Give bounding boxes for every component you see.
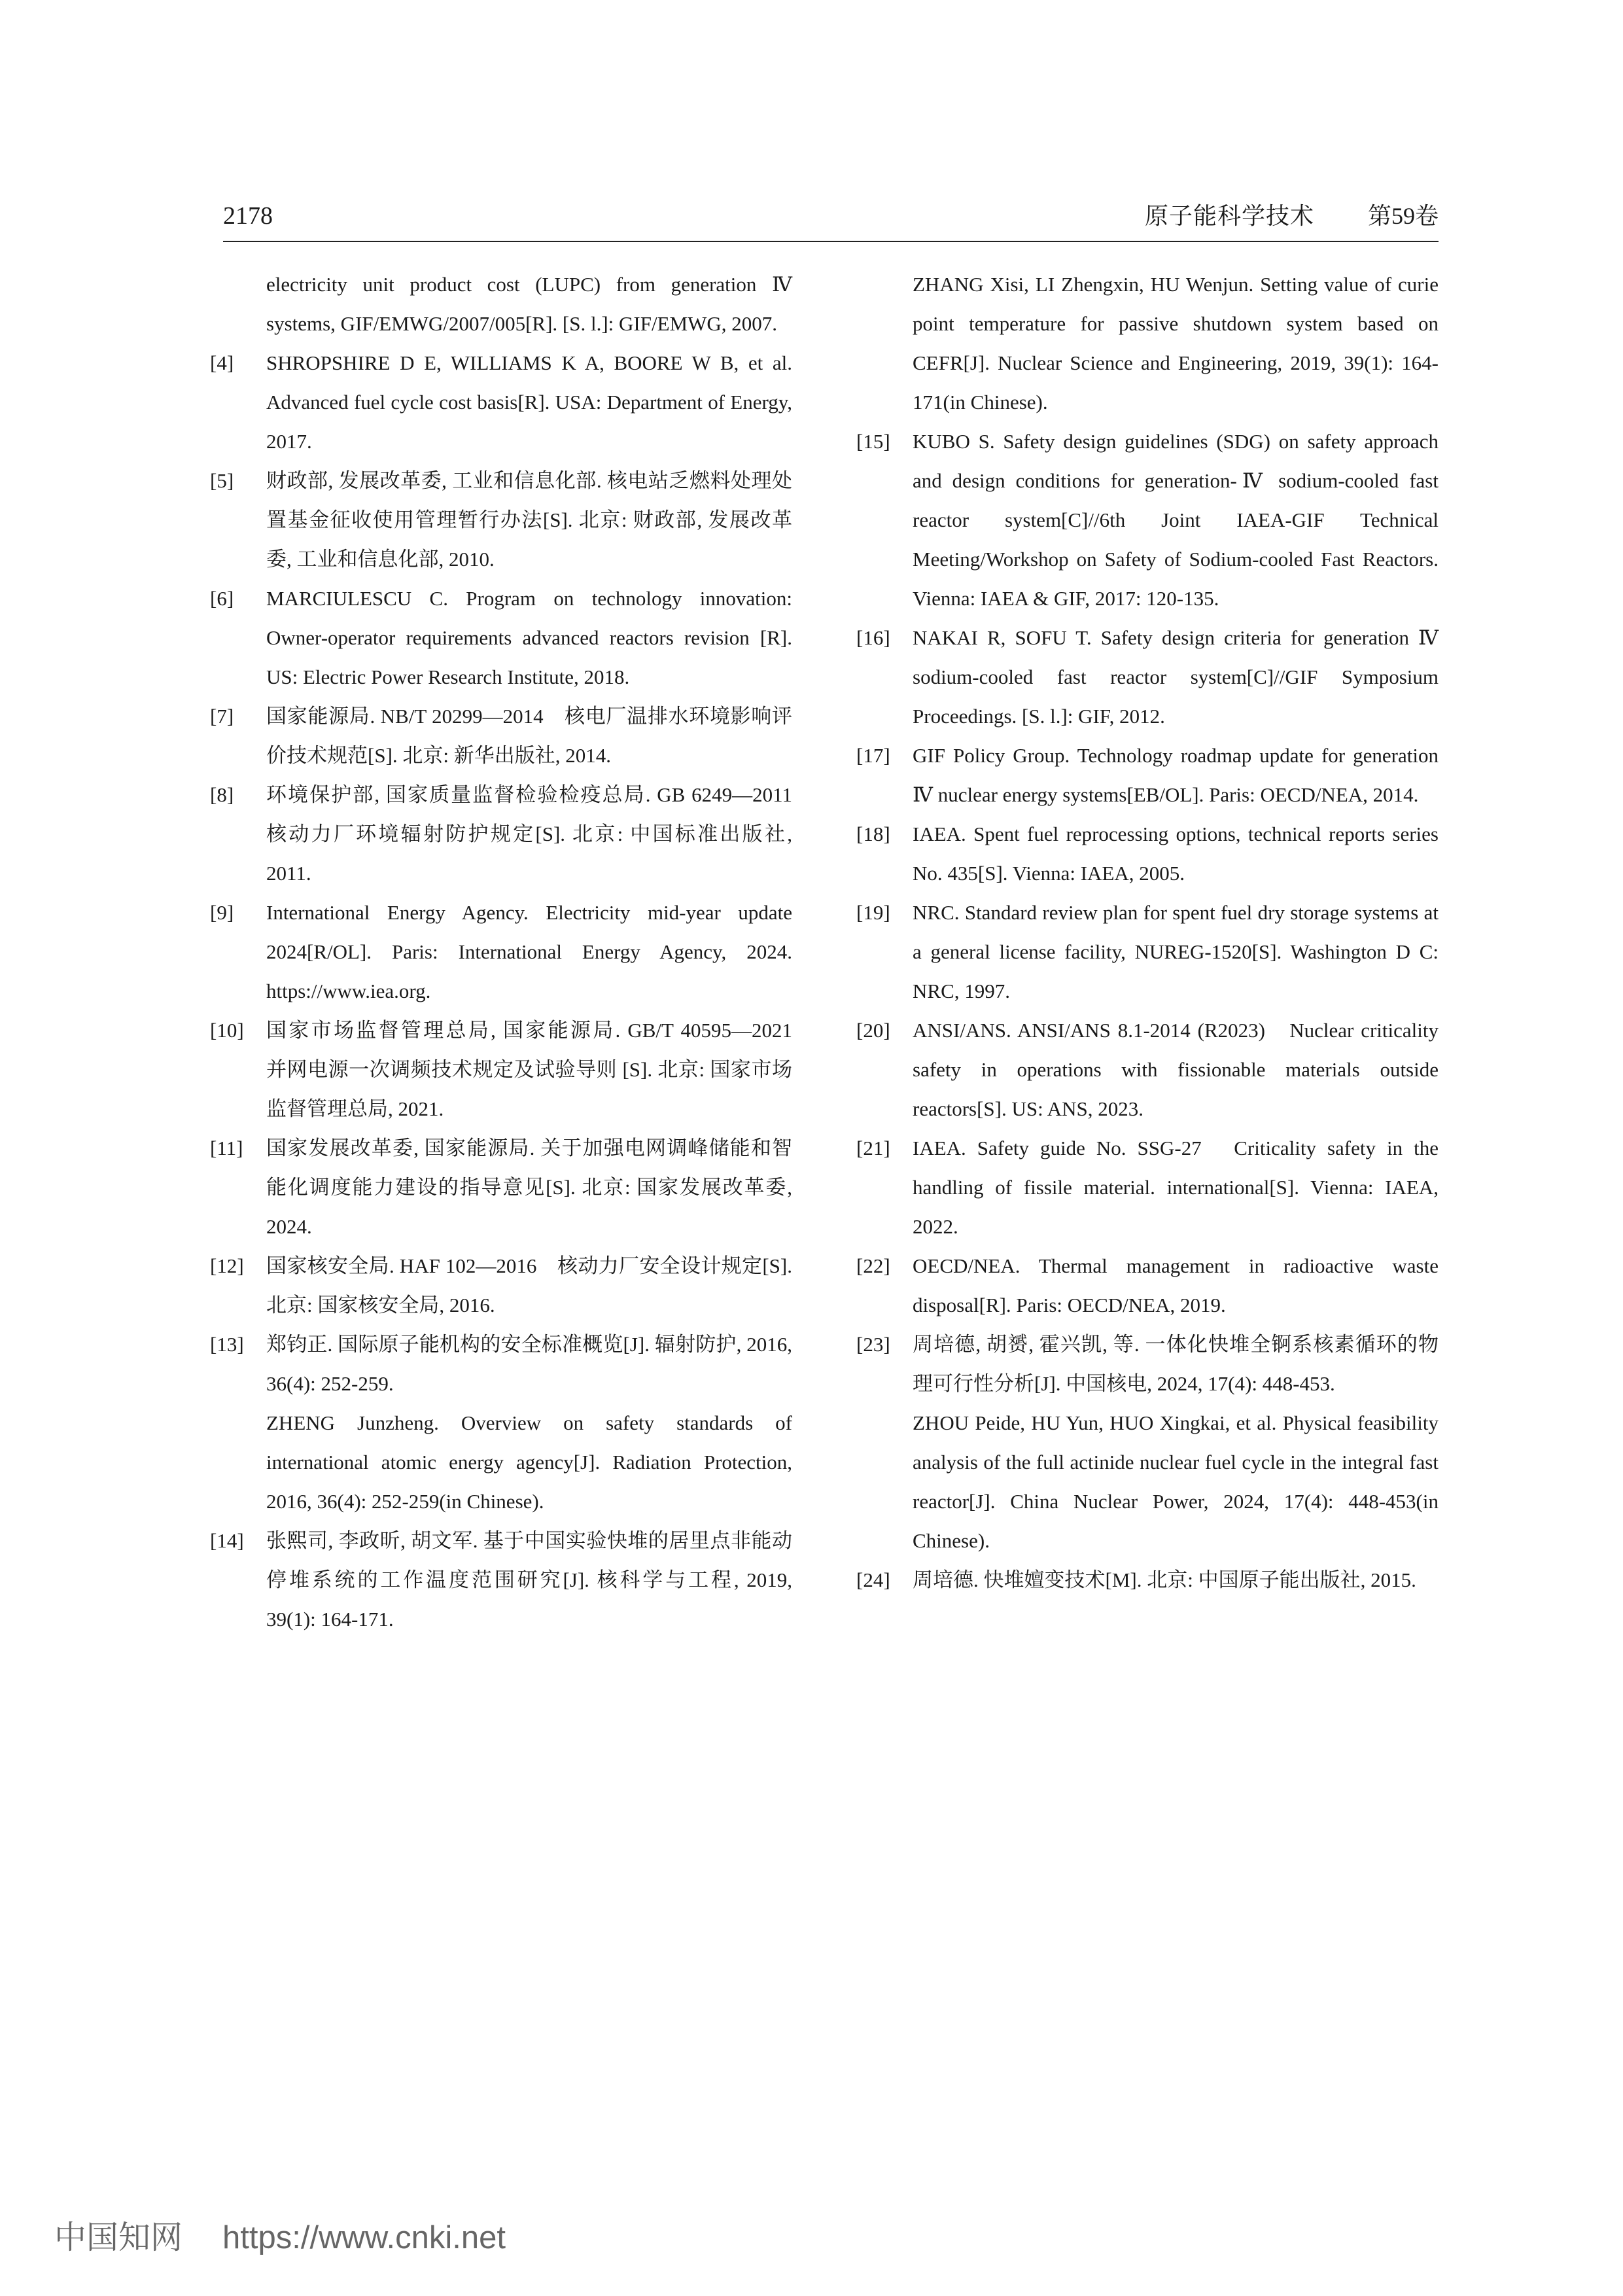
reference-item: [856, 815, 1439, 893]
reference-text: MARCIULESCU C. Program on technology innovation: Owner-operator requirements advanced reactors revision [R]. US: Electric Power Research Institute, 2018.: [266, 587, 792, 688]
reference-number: [21]: [856, 1137, 890, 1159]
reference-item: [210, 893, 792, 1011]
reference-text: IAEA. Spent fuel reprocessing options, technical reports series No. 435[S]. Vienna: IAEA, 2005.: [913, 822, 1439, 885]
volume-label: 第59卷: [1367, 203, 1439, 229]
reference-text: OECD/NEA. Thermal management in radioactive waste disposal[R]. Paris: OECD/NEA, 2019.: [913, 1254, 1439, 1316]
reference-item: [856, 736, 1439, 815]
reference-text: International Energy Agency. Electricity mid-year update 2024[R/OL]. Paris: International Energy Agency, 2024. https://www.iea.org.: [266, 901, 792, 1002]
reference-number: [24]: [856, 1568, 890, 1591]
reference-text: ANSI/ANS. ANSI/ANS 8.1-2014 (R2023) Nuclear criticality safety in operations with fissionable materials outside reactors[S]. US: ANS, 2023.: [913, 1019, 1439, 1120]
reference-text: NAKAI R, SOFU T. Safety design criteria for generation Ⅳ sodium-cooled fast reactor system[C]//GIF Symposium Proceedings. [S. l.]: GIF, 2012.: [913, 626, 1439, 728]
reference-item: [856, 422, 1439, 618]
reference-text: 周培德, 胡赟, 霍兴凯, 等. 一体化快堆全锕系核素循环的物理可行性分析[J]. 中国核电, 2024, 17(4): 448-453.: [913, 1333, 1439, 1395]
reference-text: 环境保护部, 国家质量监督检验检疫总局. GB 6249—2011 核动力厂环境辐射防护规定[S]. 北京: 中国标准出版社, 2011.: [266, 783, 812, 885]
reference-text: 郑钧正. 国际原子能机构的安全标准概览[J]. 辐射防护, 2016, 36(4): 252-259.: [266, 1333, 792, 1395]
reference-text: 国家市场监督管理总局, 国家能源局. GB/T 40595—2021 并网电源一次调频技术规定及试验导则 [S]. 北京: 国家市场监督管理总局, 2021.: [266, 1019, 812, 1120]
reference-item: [210, 775, 812, 893]
header-rule: [223, 241, 1439, 242]
reference-item: [869, 265, 1439, 422]
reference-number: [7]: [210, 705, 234, 728]
journal-title: 原子能科学技术: [1144, 203, 1314, 229]
reference-item: [856, 618, 1439, 736]
reference-number: [13]: [210, 1333, 244, 1356]
reference-number: [18]: [856, 822, 890, 845]
reference-item: [210, 697, 792, 775]
reference-text: IAEA. Safety guide No. SSG-27 Criticality safety in the handling of fissile material. international[S]. Vienna: IAEA, 2022.: [913, 1137, 1439, 1238]
reference-number: [9]: [210, 901, 234, 924]
references-right-column: [856, 265, 1439, 1600]
reference-text: 国家核安全局. HAF 102—2016 核动力厂安全设计规定[S]. 北京: 国家核安全局, 2016.: [266, 1254, 792, 1316]
reference-number: [23]: [856, 1333, 890, 1356]
reference-item: [856, 1129, 1439, 1246]
reference-text: ZHANG Xisi, LI Zhengxin, HU Wenjun. Setting value of curie point temperature for passive shutdown system based on CEFR[J]. Nuclear Science and Engineering, 2019, 39(1): 164-171(in Chinese).: [913, 273, 1439, 414]
reference-item: [223, 265, 792, 344]
reference-number: [14]: [210, 1529, 244, 1552]
reference-text: 张熙司, 李政昕, 胡文军. 基于中国实验快堆的居里点非能动停堆系统的工作温度范围研究[J]. 核科学与工程, 2019, 39(1): 164-171.: [266, 1529, 792, 1631]
reference-text: 国家发展改革委, 国家能源局. 关于加强电网调峰储能和智能化调度能力建设的指导意见[S]. 北京: 国家发展改革委, 2024.: [266, 1137, 792, 1238]
reference-text: SHROPSHIRE D E, WILLIAMS K A, BOORE W B, et al. Advanced fuel cycle cost basis[R]. USA: Department of Energy, 2017.: [266, 351, 792, 453]
reference-item: [210, 344, 792, 461]
cnki-logo: 中国知网: [54, 2219, 183, 2256]
reference-item: [856, 1325, 1439, 1561]
reference-text: KUBO S. Safety design guidelines (SDG) on safety approach and design conditions for generation-Ⅳ sodium-cooled fast reactor system[C]//6th Joint IAEA-GIF Technical Meeting/Workshop on Safety of Sodium-cooled Fast Reactors. Vienna: IAEA & GIF, 2017: 120-135.: [913, 430, 1439, 610]
reference-item: [210, 1521, 792, 1639]
references-left-column: [210, 265, 812, 1639]
cnki-url-link[interactable]: https://www.cnki.net: [222, 2220, 506, 2255]
reference-item: [856, 1561, 1439, 1600]
reference-item: [856, 1246, 1439, 1325]
reference-item: [210, 1325, 792, 1521]
reference-number: [22]: [856, 1254, 890, 1277]
reference-item: [210, 1011, 812, 1129]
reference-number: [17]: [856, 744, 890, 767]
reference-number: [5]: [210, 469, 234, 492]
reference-number: [8]: [210, 783, 234, 806]
reference-text: NRC. Standard review plan for spent fuel dry storage systems at a general license facility, NUREG-1520[S]. Washington D C: NRC, 1997.: [913, 901, 1439, 1002]
reference-item: [856, 893, 1439, 1011]
reference-number: [12]: [210, 1254, 244, 1277]
reference-item: [210, 461, 792, 579]
reference-number: [10]: [210, 1019, 244, 1042]
reference-item: [856, 1011, 1439, 1129]
reference-item: [210, 1129, 792, 1246]
reference-number: [6]: [210, 587, 234, 610]
reference-english-text: ZHOU Peide, HU Yun, HUO Xingkai, et al. Physical feasibility analysis of the full actinide nuclear fuel cycle in the integral fast reactor[J]. China Nuclear Power, 2024, 17(4): 448-453(in Chinese).: [913, 1411, 1439, 1552]
reference-english-text: ZHENG Junzheng. Overview on safety standards of international atomic energy agency[J]. Radiation Protection, 2016, 36(4): 252-259(in Chinese).: [266, 1411, 792, 1513]
reference-number: [16]: [856, 626, 890, 649]
reference-text: 周培德. 快堆嬗变技术[M]. 北京: 中国原子能出版社, 2015.: [913, 1568, 1416, 1591]
reference-item: [210, 579, 792, 697]
reference-item: [210, 1246, 792, 1325]
reference-number: [19]: [856, 901, 890, 924]
page-number: 2178: [223, 202, 273, 230]
reference-text: electricity unit product cost (LUPC) from generation Ⅳ systems, GIF/EMWG/2007/005[R]. [S. l.]: GIF/EMWG, 2007.: [266, 273, 792, 335]
reference-number: [20]: [856, 1019, 890, 1042]
reference-number: [11]: [210, 1137, 243, 1159]
reference-number: [4]: [210, 351, 234, 374]
reference-text: GIF Policy Group. Technology roadmap update for generation Ⅳ nuclear energy systems[EB/OL]. Paris: OECD/NEA, 2014.: [913, 744, 1439, 806]
reference-text: 国家能源局. NB/T 20299—2014 核电厂温排水环境影响评价技术规范[S]. 北京: 新华出版社, 2014.: [266, 705, 792, 767]
reference-number: [15]: [856, 430, 890, 453]
reference-text: 财政部, 发展改革委, 工业和信息化部. 核电站乏燃料处理处置基金征收使用管理暂行办法[S]. 北京: 财政部, 发展改革委, 工业和信息化部, 2010.: [266, 469, 792, 571]
page-header: [223, 196, 1439, 236]
